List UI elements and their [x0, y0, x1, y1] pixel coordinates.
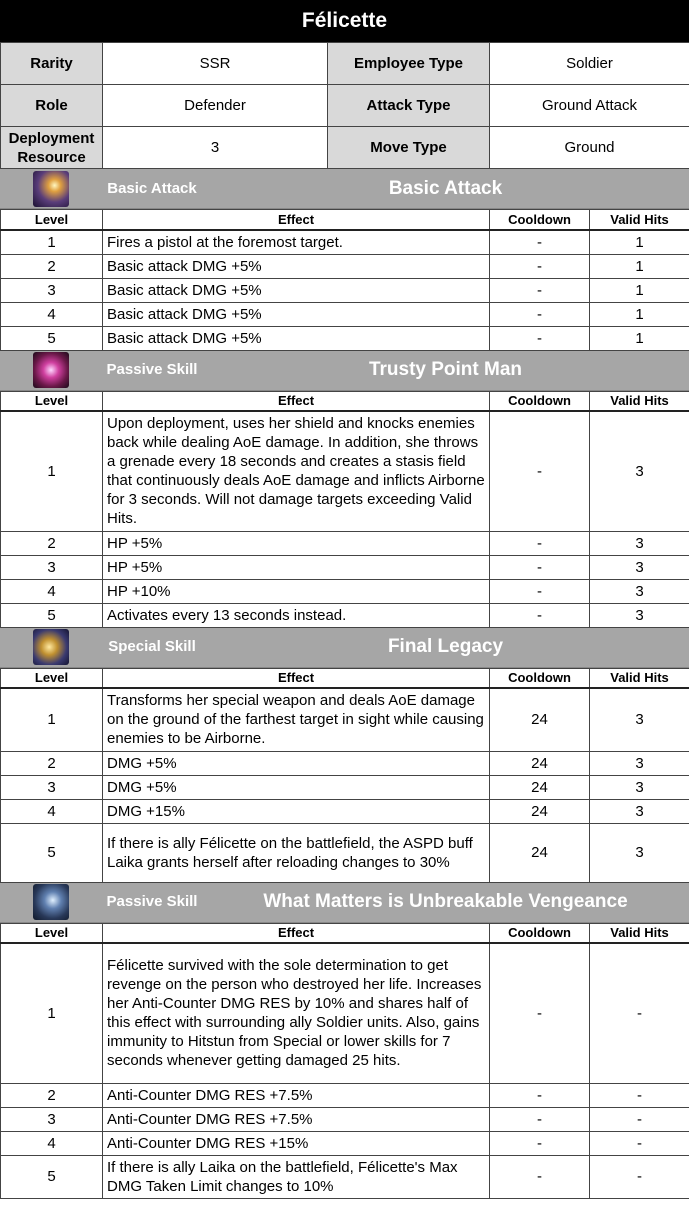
effect-cell: Transforms her special weapon and deals AoE damage on the ground of the farthest target in sight while causing enemies to be Airborne.	[103, 688, 490, 751]
valid-hits-cell: 1	[590, 278, 689, 302]
valid-hits-cell: 3	[590, 579, 689, 603]
valid-hits-cell: 1	[590, 326, 689, 350]
cooldown-cell: -	[490, 531, 590, 555]
skill-section	[0, 883, 689, 1199]
effect-cell: DMG +5%	[103, 751, 490, 775]
skill-name: Trusty Point Man	[368, 359, 523, 380]
table-row	[1, 302, 689, 326]
cooldown-cell: -	[490, 555, 590, 579]
effect-cell: Basic attack DMG +5%	[103, 326, 490, 350]
valid-hits-cell: 1	[590, 302, 689, 326]
skill-name: Basic Attack	[388, 177, 503, 199]
level-cell: 2	[1, 751, 103, 775]
attack-type-label: Attack Type	[328, 85, 490, 127]
valid-hits-cell: 3	[590, 531, 689, 555]
cooldown-header: Cooldown	[490, 391, 590, 411]
level-cell: 5	[1, 326, 103, 350]
valid-hits-cell: 1	[590, 254, 689, 278]
effect-cell: DMG +15%	[103, 799, 490, 823]
cooldown-header: Cooldown	[490, 668, 590, 688]
level-cell: 4	[1, 799, 103, 823]
valid-hits-cell: -	[590, 1107, 689, 1131]
valid-hits-header: Valid Hits	[590, 210, 689, 230]
move-type-label: Move Type	[328, 127, 490, 169]
cooldown-cell: -	[490, 603, 590, 627]
level-cell: 4	[1, 1131, 103, 1155]
effect-cell: Activates every 13 seconds instead.	[103, 603, 490, 627]
valid-hits-cell: 3	[590, 823, 689, 882]
cooldown-cell: 24	[490, 799, 590, 823]
valid-hits-cell: 3	[590, 751, 689, 775]
effect-header: Effect	[103, 668, 490, 688]
level-cell: 1	[1, 411, 103, 531]
effect-cell: If there is ally Laika on the battlefield, Félicette's Max DMG Taken Limit changes to 10%	[103, 1155, 490, 1198]
cooldown-cell: -	[490, 230, 590, 255]
level-cell: 3	[1, 1107, 103, 1131]
info-row	[1, 85, 689, 127]
employee-type-value: Soldier	[490, 43, 689, 85]
table-row	[1, 254, 689, 278]
cooldown-cell: 24	[490, 775, 590, 799]
table-row	[1, 1131, 689, 1155]
level-cell: 4	[1, 579, 103, 603]
effect-cell: Félicette survived with the sole determination to get revenge on the person who destroyed her life. Increases her Anti-Counter DMG RES by 10% and shares half of this effect with surrounding ally Soldier units. Also, gains immunity to Hitstun from Special or lower skills for 7 seconds whenever getting damaged 25 hits.	[103, 943, 490, 1083]
effect-cell: Anti-Counter DMG RES +7.5%	[103, 1083, 490, 1107]
skill-section	[0, 169, 689, 351]
skill-name: Final Legacy	[387, 636, 504, 657]
page-title: Félicette	[0, 0, 689, 42]
skill-section	[0, 628, 689, 883]
table-row	[1, 943, 689, 1083]
table-header-row	[1, 923, 689, 943]
skill-name: What Matters is Unbreakable Vengeance	[263, 891, 628, 912]
effect-cell: Basic attack DMG +5%	[103, 278, 490, 302]
level-cell: 5	[1, 603, 103, 627]
effect-header: Effect	[103, 923, 490, 943]
role-value: Defender	[103, 85, 328, 127]
table-row	[1, 1083, 689, 1107]
table-header-row	[1, 668, 689, 688]
cooldown-cell: -	[490, 411, 590, 531]
skills-list	[0, 169, 689, 1199]
valid-hits-cell: -	[590, 943, 689, 1083]
effect-cell: HP +5%	[103, 531, 490, 555]
level-cell: 2	[1, 254, 103, 278]
skill-type: Basic Attack	[107, 179, 197, 197]
table-row	[1, 411, 689, 531]
level-header: Level	[1, 210, 103, 230]
valid-hits-cell: -	[590, 1083, 689, 1107]
cooldown-cell: 24	[490, 688, 590, 751]
employee-type-label: Employee Type	[328, 43, 490, 85]
rarity-label: Rarity	[1, 43, 103, 85]
skill-type: Passive Skill	[106, 361, 198, 378]
passive-skill-icon	[33, 352, 69, 388]
table-row	[1, 688, 689, 751]
cooldown-cell: -	[490, 326, 590, 350]
cooldown-header: Cooldown	[490, 210, 590, 230]
effect-cell: DMG +5%	[103, 775, 490, 799]
table-row	[1, 278, 689, 302]
table-row	[1, 603, 689, 627]
level-cell: 2	[1, 531, 103, 555]
level-header: Level	[1, 668, 103, 688]
table-row	[1, 1107, 689, 1131]
valid-hits-cell: -	[590, 1155, 689, 1198]
table-row	[1, 531, 689, 555]
skill-type: Passive Skill	[106, 893, 198, 910]
valid-hits-header: Valid Hits	[590, 923, 689, 943]
level-cell: 3	[1, 278, 103, 302]
basic-attack-icon	[33, 171, 69, 207]
table-row	[1, 230, 689, 255]
skill-header	[0, 628, 689, 668]
cooldown-cell: -	[490, 579, 590, 603]
valid-hits-header: Valid Hits	[590, 391, 689, 411]
effect-cell: Anti-Counter DMG RES +15%	[103, 1131, 490, 1155]
effect-cell: Upon deployment, uses her shield and knocks enemies back while dealing AoE damage. In addition, she throws a grenade every 18 seconds and creates a stasis field that continuously deals AoE damage and inflicts Airborne for 3 seconds. Will not damage targets exceeding Valid Hits.	[103, 411, 490, 531]
passive-skill-2-icon	[33, 884, 69, 920]
cooldown-cell: -	[490, 1155, 590, 1198]
skill-table	[0, 391, 689, 628]
table-header-row	[1, 210, 689, 230]
cooldown-cell: -	[490, 1083, 590, 1107]
cooldown-cell: -	[490, 278, 590, 302]
valid-hits-cell: 1	[590, 230, 689, 255]
table-row	[1, 579, 689, 603]
table-header-row	[1, 391, 689, 411]
info-table	[0, 42, 689, 169]
cooldown-cell: -	[490, 943, 590, 1083]
info-row	[1, 127, 689, 169]
skill-table	[0, 668, 689, 883]
effect-cell: If there is ally Félicette on the battlefield, the ASPD buff Laika grants herself after reloading changes to 30%	[103, 823, 490, 882]
table-row	[1, 751, 689, 775]
cooldown-cell: -	[490, 1107, 590, 1131]
effect-header: Effect	[103, 391, 490, 411]
skill-header	[0, 169, 689, 209]
cooldown-cell: -	[490, 254, 590, 278]
effect-cell: HP +10%	[103, 579, 490, 603]
table-row	[1, 555, 689, 579]
level-cell: 2	[1, 1083, 103, 1107]
table-row	[1, 799, 689, 823]
cooldown-cell: -	[490, 1131, 590, 1155]
table-row	[1, 823, 689, 882]
valid-hits-cell: 3	[590, 799, 689, 823]
valid-hits-cell: 3	[590, 775, 689, 799]
valid-hits-header: Valid Hits	[590, 668, 689, 688]
skill-header	[0, 351, 689, 391]
table-row	[1, 1155, 689, 1198]
deployment-label: Deployment Resource	[1, 127, 103, 169]
level-cell: 5	[1, 823, 103, 882]
table-row	[1, 326, 689, 350]
attack-type-value: Ground Attack	[490, 85, 689, 127]
move-type-value: Ground	[490, 127, 689, 169]
cooldown-cell: 24	[490, 751, 590, 775]
special-skill-icon	[33, 629, 69, 665]
effect-cell: Basic attack DMG +5%	[103, 254, 490, 278]
level-cell: 3	[1, 555, 103, 579]
effect-cell: HP +5%	[103, 555, 490, 579]
cooldown-header: Cooldown	[490, 923, 590, 943]
deployment-value: 3	[103, 127, 328, 169]
valid-hits-cell: 3	[590, 603, 689, 627]
valid-hits-cell: -	[590, 1131, 689, 1155]
effect-cell: Fires a pistol at the foremost target.	[103, 230, 490, 255]
info-row	[1, 43, 689, 85]
valid-hits-cell: 3	[590, 688, 689, 751]
skill-section	[0, 351, 689, 628]
cooldown-cell: 24	[490, 823, 590, 882]
skill-header	[0, 883, 689, 923]
level-cell: 5	[1, 1155, 103, 1198]
valid-hits-cell: 3	[590, 411, 689, 531]
cooldown-cell: -	[490, 302, 590, 326]
level-cell: 1	[1, 943, 103, 1083]
rarity-value: SSR	[103, 43, 328, 85]
level-cell: 4	[1, 302, 103, 326]
table-row	[1, 775, 689, 799]
valid-hits-cell: 3	[590, 555, 689, 579]
level-cell: 3	[1, 775, 103, 799]
level-cell: 1	[1, 688, 103, 751]
skill-table	[0, 209, 689, 351]
effect-cell: Anti-Counter DMG RES +7.5%	[103, 1107, 490, 1131]
skill-table	[0, 923, 689, 1199]
level-cell: 1	[1, 230, 103, 255]
role-label: Role	[1, 85, 103, 127]
effect-header: Effect	[103, 210, 490, 230]
level-header: Level	[1, 923, 103, 943]
effect-cell: Basic attack DMG +5%	[103, 302, 490, 326]
skill-type: Special Skill	[108, 638, 196, 655]
level-header: Level	[1, 391, 103, 411]
